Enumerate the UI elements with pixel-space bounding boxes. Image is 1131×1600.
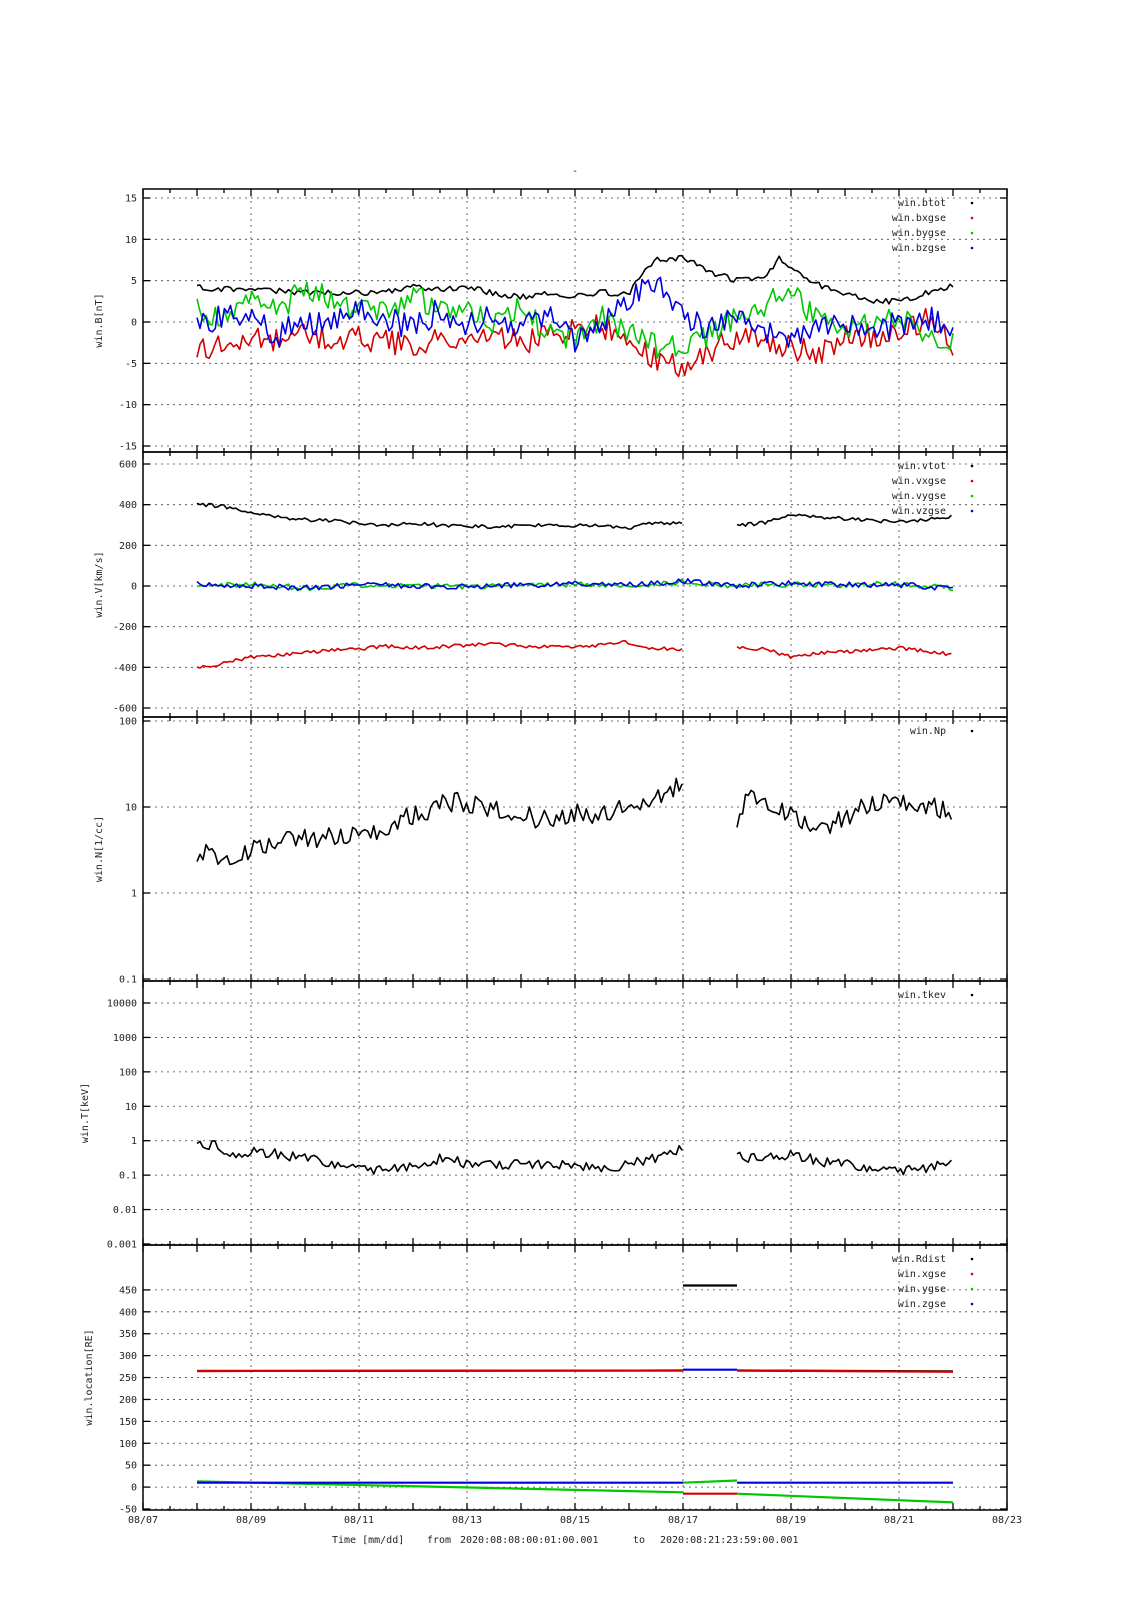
y-tick-label: 450	[118, 1285, 137, 1297]
series-line	[197, 503, 682, 529]
y-tick-label: 0	[130, 317, 137, 329]
series-line	[737, 790, 951, 833]
y-tick-label: -200	[112, 622, 137, 634]
legend-label: win.xgse	[897, 1269, 946, 1280]
y-axis-label: win.location[RE]	[84, 1329, 95, 1426]
footer	[332, 1535, 798, 1546]
legend-label: win.vygse	[891, 491, 946, 502]
y-tick-label: 250	[118, 1373, 137, 1385]
footer-from-label: from	[427, 1535, 452, 1546]
panel-4	[80, 981, 1007, 1251]
legend-label: win.bzgse	[891, 243, 946, 254]
y-axis-label: win.T[keV]	[80, 1082, 91, 1144]
footer-start: 2020:08:08:00:01:00.001	[460, 1535, 599, 1546]
y-tick-label: -400	[112, 662, 137, 674]
x-tick-label: 08/23	[991, 1515, 1023, 1526]
y-axis-label: win.N[1/cc]	[94, 815, 105, 883]
series-win.tkev	[197, 1141, 951, 1175]
legend-label: win.tkev	[897, 990, 946, 1001]
legend-marker	[971, 994, 974, 997]
y-tick-label: 150	[118, 1416, 137, 1428]
legend-marker	[971, 202, 974, 205]
series-line	[197, 641, 682, 668]
legend-marker	[971, 480, 974, 483]
series-win.vxgse	[197, 641, 951, 668]
legend-marker	[971, 465, 974, 468]
legend-label: win.Np	[909, 726, 946, 737]
y-tick-label: 100	[118, 716, 137, 728]
legend-label: win.vtot	[897, 461, 946, 472]
legend-marker	[971, 1273, 974, 1276]
y-tick-label: 50	[124, 1460, 137, 1472]
series-line	[737, 1494, 953, 1503]
title-mark: -	[571, 166, 579, 177]
legend-marker	[971, 730, 974, 733]
series-line	[737, 1151, 951, 1175]
y-tick-label: 10	[124, 1101, 137, 1113]
y-tick-label: 100	[118, 1067, 137, 1079]
y-tick-label: 100	[118, 1438, 137, 1450]
x-tick-label: 08/11	[343, 1515, 375, 1526]
y-tick-label: 0	[130, 1482, 137, 1494]
y-tick-label: 200	[118, 1394, 137, 1406]
y-tick-label: 5	[130, 276, 137, 288]
y-tick-label: -15	[118, 441, 137, 453]
y-tick-label: 0.1	[118, 1170, 137, 1182]
y-axis-label: win.B[nT]	[94, 293, 105, 348]
panel-2	[94, 452, 1007, 717]
y-tick-label: 400	[118, 500, 137, 512]
legend-marker	[971, 1303, 974, 1306]
legend-label: win.vxgse	[891, 476, 946, 487]
legend-marker	[971, 1288, 974, 1291]
legend-marker	[971, 247, 974, 250]
legend-label: win.zgse	[897, 1299, 946, 1310]
y-tick-label: 0.001	[106, 1239, 137, 1251]
y-axis-label: win.V[km/s]	[94, 551, 105, 618]
y-tick-label: 350	[118, 1329, 137, 1341]
series-win.Np	[197, 778, 951, 864]
x-axis-labels	[128, 1515, 1022, 1526]
legend-marker	[971, 1258, 974, 1261]
series-line	[197, 778, 682, 864]
x-tick-label: 08/09	[235, 1515, 267, 1526]
panels	[80, 189, 1022, 1526]
y-tick-label: 10	[124, 802, 137, 814]
y-tick-label: 15	[124, 193, 137, 205]
panel-5	[84, 1245, 1007, 1516]
y-tick-label: 0	[130, 581, 137, 593]
panel-1	[94, 189, 1007, 453]
y-tick-label: -10	[118, 400, 137, 412]
y-tick-label: 1000	[112, 1032, 137, 1044]
x-tick-label: 08/17	[667, 1515, 699, 1526]
legend-label: win.Rdist	[891, 1254, 946, 1265]
y-tick-label: 1	[130, 1136, 137, 1148]
y-tick-label: -600	[112, 703, 137, 715]
x-tick-label: 08/13	[451, 1515, 483, 1526]
footer-time-label: Time [mm/dd]	[332, 1535, 405, 1546]
footer-end: 2020:08:21:23:59:00.001	[660, 1535, 799, 1546]
legend-marker	[971, 510, 974, 513]
x-tick-label: 08/19	[775, 1515, 807, 1526]
series-win.vtot	[197, 503, 951, 529]
legend-label: win.bygse	[891, 228, 946, 239]
footer-to-label: to	[633, 1535, 646, 1546]
legend-label: win.vzgse	[891, 506, 946, 517]
series-win.Rdist	[197, 1286, 953, 1372]
series-line	[683, 1481, 737, 1483]
legend-marker	[971, 232, 974, 235]
legend-label: win.btot	[897, 198, 946, 209]
x-tick-label: 08/07	[127, 1515, 159, 1526]
y-tick-label: -5	[124, 358, 137, 370]
y-tick-label: 1	[130, 888, 137, 900]
legend-label: win.bxgse	[891, 213, 946, 224]
y-tick-label: -50	[118, 1504, 137, 1516]
y-tick-label: 300	[118, 1351, 137, 1363]
y-tick-label: 400	[118, 1307, 137, 1319]
y-tick-label: 10	[124, 234, 137, 246]
x-tick-label: 08/15	[559, 1515, 591, 1526]
y-tick-label: 600	[118, 459, 137, 471]
y-tick-label: 200	[118, 540, 137, 552]
legend-marker	[971, 217, 974, 220]
series-line	[197, 1141, 682, 1174]
y-tick-label: 0.1	[118, 974, 137, 986]
series-line	[197, 1371, 683, 1372]
x-tick-label: 08/21	[883, 1515, 915, 1526]
legend-marker	[971, 495, 974, 498]
series-line	[737, 647, 951, 659]
panel-3	[94, 717, 1007, 986]
y-tick-label: 0.01	[112, 1205, 137, 1217]
y-tick-label: 10000	[106, 998, 137, 1010]
legend-label: win.ygse	[897, 1284, 946, 1295]
series-line	[737, 1371, 953, 1372]
